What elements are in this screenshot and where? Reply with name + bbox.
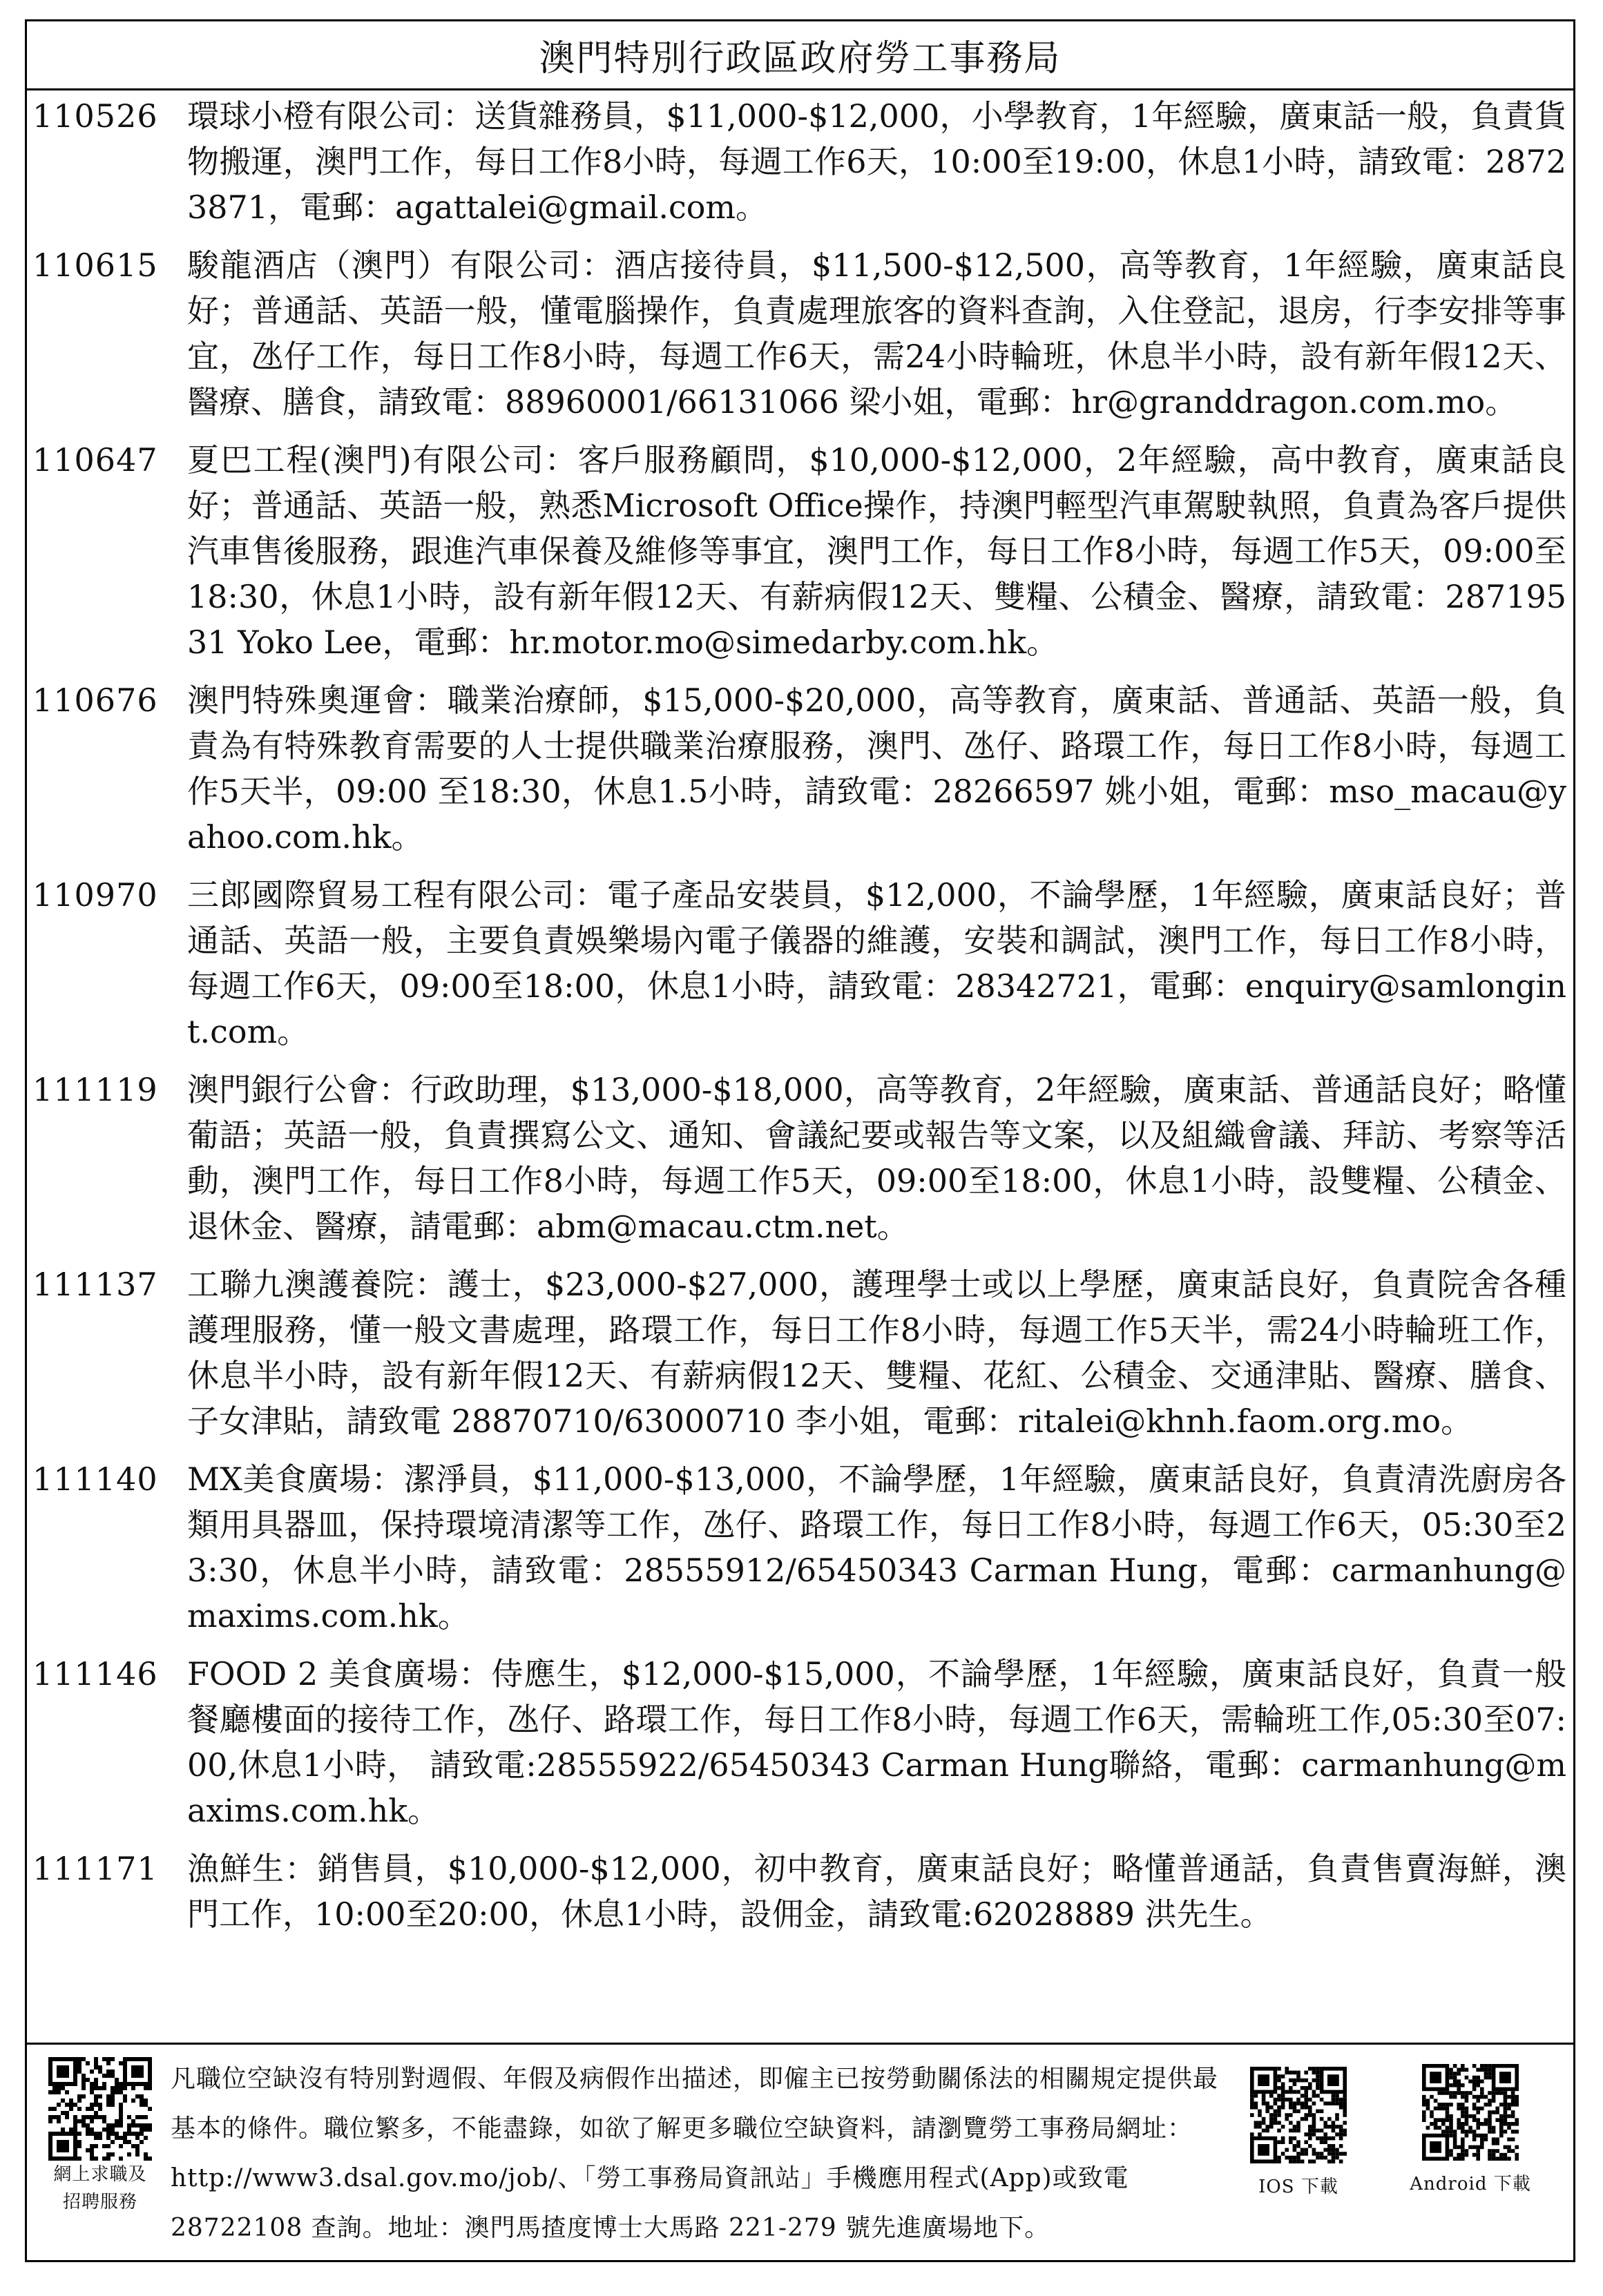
android-download-label[interactable]: Android 下載 xyxy=(1410,2174,1531,2194)
job-listing xyxy=(27,872,1573,1054)
qr-code-icon[interactable] xyxy=(1250,2067,1347,2163)
job-description: 澳門銀行公會：行政助理，$13,000-$18,000，高等教育，2年經驗，廣東話、普通話良好；略懂葡語；英語一般，負責撰寫公文、通知、會議紀要或報告等文案，以及組織會議、拜訪、考察等活動，澳門工作，每日工作8小時，每週工作5天，09:00至18:00，休息1小時，設雙糧、公積金、退休金、醫療，請電郵：abm@macau.ctm.net。 xyxy=(187,1071,1566,1245)
page-footer xyxy=(27,2043,1573,2260)
job-listing xyxy=(27,437,1573,665)
qr-jobs-label-2: 招聘服務 xyxy=(62,2192,137,2212)
job-listing xyxy=(27,1262,1573,1444)
job-description: 三郎國際貿易工程有限公司：電子產品安裝員，$12,000，不論學歷，1年經驗，廣東話良好；普通話、英語一般，主要負責娛樂場內電子儀器的維護，安裝和調試，澳門工作，每日工作8小時，每週工作6天，09:00至18:00，休息1小時，請致電：28342721，電郵：enquiry@samlongint.com。 xyxy=(187,876,1566,1050)
footer-notice: 凡職位空缺沒有特別對週假、年假及病假作出描述，即僱主已按勞動關係法的相關規定提供最基本的條件。職位繁多，不能盡錄，如欲了解更多職位空缺資料，請瀏覽勞工事務局網址：http://www3.dsal.gov.mo/job/、「勞工事務局資訊站」手機應用程式(App)或致電 28722108 查詢。地址：澳門馬揸度博士大馬路 221-279 號先進廣場地下。 xyxy=(171,2065,1219,2242)
job-description: 夏巴工程(澳門)有限公司：客戶服務顧問，$10,000-$12,000，2年經驗，高中教育，廣東話良好；普通話、英語一般，熟悉Microsoft Office操作，持澳門輕型汽車駕駛執照，負責為客戶提供汽車售後服務，跟進汽車保養及維修等事宜，澳門工作，每日工作8小時，每週工作5天，09:00至 18:30，休息1小時，設有新年假12天、有薪病假12天、雙糧、公積金、醫療，請致電：28719531 Yoko Lee，電郵：hr.motor.mo@simedarby.com.hk。 xyxy=(187,441,1566,661)
job-id: 110676 xyxy=(32,682,158,719)
job-description: 工聯九澳護養院：護士，$23,000-$27,000，護理學士或以上學歷，廣東話良好，負責院舍各種護理服務，懂一般文書處理，路環工作，每日工作8小時，每週工作5天半，需24小時輪班工作，休息半小時，設有新年假12天、有薪病假12天、雙糧、花紅、公積金、交通津貼、醫療、膳食、子女津貼，請致電 28870710/63000710 李小姐，電郵：ritalei@khnh.faom.org.mo。 xyxy=(187,1266,1566,1440)
job-listing xyxy=(27,93,1573,230)
job-description: 駿龍酒店（澳門）有限公司：酒店接待員，$11,500-$12,500，高等教育，1年經驗，廣東話良好；普通話、英語一般，懂電腦操作，負責處理旅客的資料查詢，入住登記，退房，行李安排等事宜，氹仔工作，每日工作8小時，每週工作6天，需24小時輪班，休息半小時，設有新年假12天、醫療、膳食，請致電：88960001/66131066 梁小姐，電郵：hr@granddragon.com.mo。 xyxy=(187,247,1566,421)
qr-jobs-block[interactable] xyxy=(42,2057,158,2216)
job-id: 110647 xyxy=(32,441,158,479)
job-id: 110970 xyxy=(32,876,158,914)
job-id: 110615 xyxy=(32,247,158,284)
job-description: 澳門特殊奧運會：職業治療師，$15,000-$20,000，高等教育，廣東話、普通話、英語一般，負責為有特殊教育需要的人士提供職業治療服務，澳門、氹仔、路環工作，每日工作8小時，每週工作5天半，09:00 至18:30，休息1.5小時，請致電：28266597 姚小姐，電郵：mso_macau@yahoo.com.hk。 xyxy=(187,682,1566,856)
job-listing xyxy=(27,1846,1573,1937)
job-id: 110526 xyxy=(32,97,158,135)
job-listing xyxy=(27,1651,1573,1833)
qr-ios-block[interactable] xyxy=(1240,2067,1357,2201)
job-notice-page xyxy=(25,19,1575,2262)
job-description: MX美食廣場：潔淨員，$11,000-$13,000，不論學歷，1年經驗，廣東話良好，負責清洗廚房各類用具器皿，保持環境清潔等工作，氹仔、路環工作，每日工作8小時，每週工作6天，05:30至23:30，休息半小時，請致電：28555912/65450343 Carman Hung，電郵：carmanhung@maxims.com.hk。 xyxy=(187,1460,1566,1634)
job-listing xyxy=(27,1067,1573,1249)
qr-code-icon[interactable] xyxy=(1422,2064,1519,2161)
page-title: 澳門特別行政區政府勞工事務局 xyxy=(539,38,1062,79)
job-description: 環球小橙有限公司：送貨雜務員，$11,000-$12,000，小學教育，1年經驗，廣東話一般，負責貨物搬運，澳門工作，每日工作8小時，每週工作6天，10:00至19:00，休息1小時，請致電：28723871，電郵：agattalei@gmail.com。 xyxy=(187,97,1566,226)
job-description: 漁鮮生：銷售員，$10,000-$12,000，初中教育，廣東話良好；略懂普通話，負責售賣海鮮，澳門工作，10:00至20:00，休息1小時，設佣金，請致電:62028889 洪先生。 xyxy=(187,1850,1566,1933)
page-header xyxy=(27,21,1573,90)
ios-download-label[interactable]: IOS 下載 xyxy=(1258,2177,1338,2197)
job-listing xyxy=(27,1456,1573,1639)
job-id: 111171 xyxy=(32,1850,158,1887)
job-listing xyxy=(27,242,1573,425)
qr-jobs-label-1: 網上求職及 xyxy=(53,2164,147,2185)
qr-android-block[interactable] xyxy=(1401,2064,1539,2198)
job-id: 111119 xyxy=(32,1071,158,1108)
job-id: 111146 xyxy=(32,1655,158,1692)
job-list xyxy=(27,90,1573,1937)
job-description: FOOD 2 美食廣場：侍應生，$12,000-$15,000，不論學歷，1年經驗，廣東話良好，負責一般餐廳樓面的接待工作，氹仔、路環工作，每日工作8小時，每週工作6天，需輪班工作,05:30至07:00,休息1小時， 請致電:28555922/65450343 Carman Hung聯絡，電郵：carmanhung@maxims.com.hk。 xyxy=(187,1655,1566,1829)
job-listing xyxy=(27,677,1573,860)
job-id: 111140 xyxy=(32,1460,158,1498)
qr-code-icon[interactable] xyxy=(48,2057,152,2161)
job-id: 111137 xyxy=(32,1266,158,1303)
